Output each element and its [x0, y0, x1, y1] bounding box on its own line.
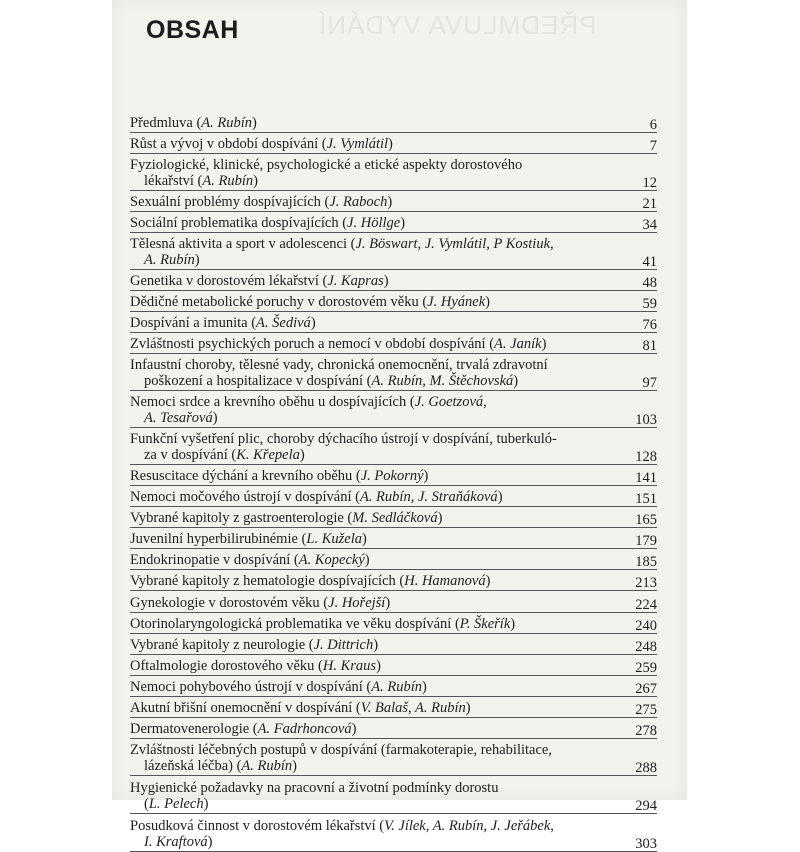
entry-page-number: 41	[642, 254, 657, 270]
toc-entry-line	[130, 721, 657, 737]
entry-title-text: Nemoci močového ústrojí v dospívání (	[130, 489, 360, 505]
entry-close-paren: )	[400, 215, 406, 231]
entry-author: J. Hyánek	[427, 294, 486, 310]
entry-title-text: poškození a hospitalizace v dospívání (	[144, 373, 372, 389]
entry-title-text: Zvláštnosti léčebných postupů v dospívání (farmakoterapie, rehabilitace,	[130, 742, 552, 758]
entry-close-paren: )	[351, 721, 357, 737]
toc-entry	[130, 336, 657, 354]
toc-entry-line	[130, 796, 657, 812]
entry-close-paren: )	[310, 315, 316, 331]
entry-page-number: 267	[635, 681, 657, 697]
entry-author: H. Hamanová	[404, 573, 486, 589]
entry-title-text: Vybrané kapitoly z hematologie dospívajících (	[130, 573, 405, 589]
toc-entry	[130, 573, 657, 591]
toc-entry	[130, 531, 657, 549]
entry-close-paren: )	[385, 595, 391, 611]
entry-underline	[130, 569, 657, 570]
entry-title-text: Posudková činnost v dorostovém lékařství (	[130, 818, 385, 834]
entry-author: V. Jílek, A. Rubín, J. Jeřábek,	[384, 818, 554, 834]
entry-author: L. Kužela	[306, 531, 362, 547]
entry-close-paren: )	[203, 796, 209, 812]
entry-title-text: za v dospívání (	[144, 447, 237, 463]
entry-title-text: Sociální problematika dospívajících (	[130, 215, 348, 231]
toc-entry-line	[130, 373, 657, 389]
entry-author: J. Raboch	[329, 194, 388, 210]
entry-author: J. Vymlátil	[326, 136, 389, 152]
entry-underline	[130, 353, 657, 354]
toc-entry-line	[130, 468, 657, 484]
entry-close-paren: )	[212, 410, 218, 426]
entry-title-text: Hygienické požadavky na pracovní a životní podmínky dorostu	[130, 780, 499, 796]
entry-underline	[130, 269, 657, 270]
entry-underline	[130, 132, 657, 133]
toc-entry	[130, 780, 657, 814]
entry-underline	[130, 485, 657, 486]
entry-underline	[130, 332, 657, 333]
entry-author: M. Sedláčková	[352, 510, 438, 526]
toc-entry-line	[130, 357, 657, 373]
entry-author: J. Dittrich	[313, 637, 374, 653]
toc-entry-line	[130, 136, 657, 152]
toc-entry-line	[130, 531, 657, 547]
entry-page-number: 21	[642, 196, 657, 212]
entry-page-number: 259	[635, 660, 657, 676]
toc-entry	[130, 510, 657, 528]
toc-entry	[130, 679, 657, 697]
entry-underline	[130, 427, 657, 428]
entry-author: A. Rubín	[144, 252, 195, 268]
toc-entry-line	[130, 834, 657, 850]
toc-entry-line	[130, 431, 657, 447]
toc-entry-line	[130, 573, 657, 589]
entry-page-number: 59	[642, 296, 657, 312]
entry-author: A. Tesařová	[144, 410, 213, 426]
entry-title-text: Juvenilní hyperbilirubinémie (	[130, 531, 307, 547]
entry-close-paren: )	[299, 447, 305, 463]
entry-page-number: 76	[642, 317, 657, 333]
entry-underline	[130, 633, 657, 634]
entry-title-text: Resuscitace dýchání a krevního oběhu (	[130, 468, 361, 484]
toc-entry	[130, 273, 657, 291]
entry-author: A. Šedivá	[256, 315, 311, 331]
entry-author: A. Kopecký	[298, 552, 365, 568]
entry-title-text: lékařství (	[144, 173, 203, 189]
entry-page-number: 278	[635, 723, 657, 739]
entry-close-paren: )	[510, 616, 516, 632]
entry-underline	[130, 813, 657, 814]
entry-title-text: Dědičné metabolické poruchy v dorostovém věku (	[130, 294, 428, 310]
show-through-text: PŘEDMLUVA VYDÁNÍ	[318, 10, 597, 40]
entry-underline	[130, 232, 657, 233]
entry-title-text: Fyziologické, klinické, psychologické a etické aspekty dorostového	[130, 157, 523, 173]
entry-underline	[130, 527, 657, 528]
entry-close-paren: )	[364, 552, 370, 568]
entry-close-paren: )	[388, 136, 393, 152]
entry-author: J. Goetzová,	[414, 394, 487, 410]
entry-author: J. Kapras	[327, 273, 384, 289]
entry-underline	[130, 311, 657, 312]
entry-author: H. Kraus	[322, 658, 377, 674]
entry-close-paren: )	[361, 531, 367, 547]
entry-underline	[130, 190, 657, 191]
entry-page-number: 179	[635, 533, 657, 549]
toc-entry-line	[130, 194, 657, 210]
entry-page-number: 165	[635, 512, 657, 528]
toc-entry	[130, 489, 657, 507]
entry-author: I. Kraftová	[144, 834, 208, 850]
toc-entry	[130, 236, 657, 270]
toc-entry	[130, 115, 657, 133]
toc-entry	[130, 315, 657, 333]
entry-underline	[130, 612, 657, 613]
toc-entry-line	[130, 595, 657, 611]
entry-close-paren: )	[485, 294, 490, 310]
entry-page-number: 97	[642, 375, 657, 391]
entry-title-text: Sexuální problémy dospívajících (	[130, 194, 330, 210]
toc-entry-line	[130, 552, 657, 568]
entry-close-paren: )	[423, 468, 429, 484]
entry-close-paren: )	[292, 758, 298, 774]
entry-close-paren: )	[541, 336, 547, 352]
entry-close-paren: )	[253, 173, 258, 189]
entry-page-number: 7	[649, 138, 657, 154]
entry-page-number: 275	[635, 702, 657, 718]
entry-author: A. Janík	[494, 336, 542, 352]
entry-page-number: 303	[635, 836, 657, 852]
entry-underline	[130, 654, 657, 655]
entry-underline	[130, 696, 657, 697]
entry-author: J. Höllge	[347, 215, 401, 231]
entry-close-paren: )	[252, 115, 257, 131]
entry-page-number: 141	[635, 470, 657, 486]
entry-page-number: 288	[635, 760, 657, 776]
entry-underline	[130, 738, 657, 739]
entry-author: L. Pelech	[148, 796, 204, 812]
toc-entry-line	[130, 236, 657, 252]
toc-entry	[130, 468, 657, 486]
entry-author: J. Hořejší	[328, 595, 386, 611]
toc-entry-line	[130, 252, 657, 268]
toc-entry-line	[130, 294, 657, 310]
toc-entry	[130, 136, 657, 154]
entry-close-paren: )	[387, 194, 393, 210]
entry-page-number: 213	[635, 575, 657, 591]
entry-title-text: Otorinolaryngologická problematika ve věku dospívání (	[130, 616, 460, 632]
entry-page-number: 128	[635, 449, 657, 465]
entry-title-text: Vybrané kapitoly z neurologie (	[130, 637, 314, 653]
entry-close-paren: )	[485, 573, 491, 589]
entry-underline	[130, 153, 657, 154]
toc-entry	[130, 157, 657, 191]
entry-page-number: 6	[649, 117, 657, 133]
entry-underline	[130, 211, 657, 212]
entry-underline	[130, 390, 657, 391]
toc-entry	[130, 431, 657, 465]
entry-page-number: 103	[635, 412, 657, 428]
entry-title-text: Gynekologie v dorostovém věku (	[130, 595, 329, 611]
entry-page-number: 248	[635, 639, 657, 655]
entry-title-text: Nemoci pohybového ústrojí v dospívání (	[130, 679, 372, 695]
entry-close-paren: )	[421, 679, 427, 695]
entry-author: V. Balaš, A. Rubín	[360, 700, 466, 716]
toc-entry	[130, 616, 657, 634]
entry-underline	[130, 548, 657, 549]
toc-entry-line	[130, 510, 657, 526]
entry-page-number: 240	[635, 618, 657, 634]
entry-close-paren: )	[207, 834, 213, 850]
entry-close-paren: )	[383, 273, 389, 289]
toc-entry-line	[130, 157, 657, 173]
toc-entry	[130, 552, 657, 570]
toc-entry	[130, 215, 657, 233]
toc-entry	[130, 357, 657, 391]
toc-entry-line	[130, 336, 657, 352]
entry-underline	[130, 675, 657, 676]
entry-page-number: 151	[635, 491, 657, 507]
toc-entry	[130, 595, 657, 613]
toc-entry	[130, 658, 657, 676]
entry-close-paren: )	[513, 373, 519, 389]
toc-entry	[130, 637, 657, 655]
entry-author: A. Rubín, J. Straňáková	[359, 489, 498, 505]
entry-title-text: Předmluva (	[130, 115, 202, 131]
toc-entry-line	[130, 742, 657, 758]
page-title: OBSAH	[146, 16, 239, 44]
entry-page-number: 12	[642, 175, 657, 191]
entry-underline	[130, 590, 657, 591]
entry-author: A. Rubín, M. Štěchovská	[371, 373, 514, 389]
toc-entry-line	[130, 215, 657, 231]
toc-entry	[130, 721, 657, 739]
entry-underline	[130, 775, 657, 776]
entry-close-paren: )	[376, 658, 381, 674]
entry-title-text: (	[144, 796, 149, 812]
entry-title-text: Funkční vyšetření plic, choroby dýchacího ústrojí v dospívání, tuberkuló-	[130, 431, 557, 447]
toc-entry-line	[130, 818, 657, 834]
entry-title-text: lázeňská léčba) (	[144, 758, 242, 774]
toc-entry-line	[130, 315, 657, 331]
entry-author: A. Rubín	[241, 758, 293, 774]
entry-title-text: Nemoci srdce a krevního oběhu u dospívajících (	[130, 394, 415, 410]
entry-title-text: Endokrinopatie v dospívání (	[130, 552, 299, 568]
toc-entry	[130, 742, 657, 776]
toc-entry-line	[130, 447, 657, 463]
entry-close-paren: )	[373, 637, 379, 653]
entry-author: P. Škeřík	[459, 616, 511, 632]
entry-author: A. Rubín	[371, 679, 422, 695]
entry-underline	[130, 506, 657, 507]
entry-title-text: Infaustní choroby, tělesné vady, chronická onemocnění, trvalá zdravotní	[130, 357, 548, 373]
entry-title-text: Zvláštnosti psychických poruch a nemocí v období dospívání (	[130, 336, 495, 352]
entry-title-text: Genetika v dorostovém lékařství (	[130, 273, 328, 289]
toc-entry	[130, 194, 657, 212]
toc-entry-line	[130, 637, 657, 653]
toc-entry	[130, 294, 657, 312]
toc-entry-line	[130, 700, 657, 716]
toc-entry-line	[130, 273, 657, 289]
entry-page-number: 34	[642, 217, 657, 233]
entry-close-paren: )	[194, 252, 200, 268]
toc-entry-line	[130, 410, 657, 426]
entry-author: A. Rubín	[202, 173, 254, 189]
entry-underline	[130, 290, 657, 291]
entry-underline	[130, 717, 657, 718]
toc-entry	[130, 700, 657, 718]
entry-title-text: Akutní břišní onemocnění v dospívání (	[130, 700, 361, 716]
toc-entry-line	[130, 616, 657, 632]
entry-title-text: Oftalmologie dorostového věku (	[130, 658, 323, 674]
entry-title-text: Dospívání a imunita (	[130, 315, 257, 331]
toc-entry	[130, 818, 657, 852]
entry-author: J. Pokorný	[360, 468, 424, 484]
entry-close-paren: )	[437, 510, 443, 526]
entry-author: A. Rubín	[201, 115, 253, 131]
entry-page-number: 185	[635, 554, 657, 570]
toc-entry-line	[130, 658, 657, 674]
entry-title-text: Vybrané kapitoly z gastroenterologie (	[130, 510, 353, 526]
toc-entry-line	[130, 394, 657, 410]
toc-entry	[130, 394, 657, 428]
entry-title-text: Tělesná aktivita a sport v adolescenci (	[130, 236, 356, 252]
entry-page-number: 81	[642, 338, 657, 354]
entry-page-number: 224	[635, 597, 657, 613]
table-of-contents	[130, 112, 657, 852]
entry-title-text: Růst a vývoj v období dospívání (	[130, 136, 327, 152]
toc-entry-line	[130, 173, 657, 189]
entry-close-paren: )	[497, 489, 503, 505]
entry-author: A. Fadrhoncová	[257, 721, 352, 737]
toc-entry-line	[130, 489, 657, 505]
entry-author: J. Böswart, J. Vymlátil, P Kostiuk,	[355, 236, 554, 252]
entry-page-number: 294	[635, 798, 657, 814]
entry-author: K. Křepela	[236, 447, 300, 463]
entry-title-text: Dermatovenerologie (	[130, 721, 258, 737]
toc-entry-line	[130, 758, 657, 774]
toc-entry-line	[130, 780, 657, 796]
entry-page-number: 48	[642, 275, 657, 291]
toc-entry-line	[130, 115, 657, 131]
entry-close-paren: )	[465, 700, 471, 716]
entry-underline	[130, 464, 657, 465]
toc-entry-line	[130, 679, 657, 695]
